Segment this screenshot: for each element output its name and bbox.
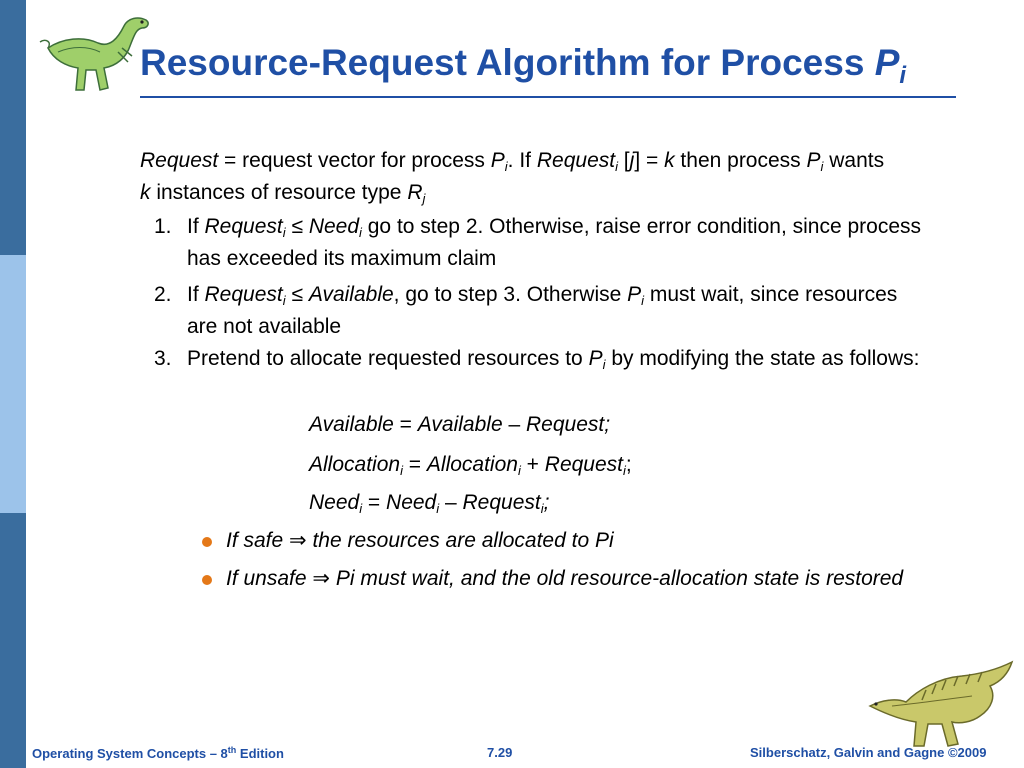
implies-icon: ⇒ — [289, 529, 307, 552]
eq-op: – — [502, 413, 526, 436]
intro-text: wants — [823, 149, 885, 172]
equation-need — [309, 490, 549, 522]
intro-sub: j — [422, 191, 426, 206]
bullet-text — [226, 566, 926, 592]
intro-text: ] = — [634, 149, 665, 172]
step-number: 2. — [154, 283, 172, 306]
intro-var: k — [664, 149, 675, 172]
slide-title — [140, 44, 906, 88]
step-term: Request — [204, 215, 283, 238]
footer-page-number: 7.29 — [487, 745, 513, 760]
intro-text: then process — [674, 149, 807, 172]
step-var: P — [627, 283, 642, 306]
step-fragment: , go to step 3. Otherwise — [393, 283, 628, 306]
equation-available — [309, 412, 610, 438]
intro-var: R — [407, 181, 423, 204]
step-number: 3. — [154, 347, 172, 370]
step-var: P — [588, 347, 603, 370]
eq-op: = — [393, 413, 418, 436]
eq-op: = — [402, 453, 427, 476]
eq-sub: i — [400, 463, 403, 478]
intro-sub: i — [504, 159, 508, 174]
bullet-dot-icon — [202, 537, 212, 547]
eq-end: ; — [625, 453, 632, 476]
step-sub: i — [359, 225, 362, 240]
intro-sub: i — [820, 159, 824, 174]
footer-right: Silberschatz, Galvin and Gagne ©2009 — [750, 745, 987, 760]
eq-op: + — [520, 453, 545, 476]
step-text — [187, 214, 927, 272]
intro-text: instances of resource type — [150, 181, 408, 204]
footer-sup: th — [227, 745, 237, 755]
bullet-fragment: the resources are allocated to Pi — [306, 529, 614, 552]
step-fragment: If — [187, 215, 205, 238]
eq-op: – — [439, 491, 463, 514]
eq-sub: i — [623, 463, 626, 478]
intro-term: Request — [140, 149, 219, 172]
intro-var: j — [629, 149, 635, 172]
eq-end: ; — [543, 491, 550, 514]
bar-segment-dark — [0, 513, 26, 768]
step-fragment: must wait, since resources are not available — [187, 283, 898, 338]
intro-text: [ — [617, 149, 630, 172]
step-sub: i — [282, 293, 286, 308]
footer-book: Operating System Concepts – 8 — [32, 746, 228, 761]
eq-rhs: Need — [386, 491, 437, 514]
le-symbol: ≤ — [285, 215, 309, 238]
eq-sub: i — [359, 501, 363, 516]
bullet-dot-icon — [202, 575, 212, 585]
step-sub: i — [641, 293, 645, 308]
footer-left — [32, 745, 284, 761]
eq-rhs: Request — [544, 453, 623, 476]
title-text: Resource-Request Algorithm for Process — [140, 42, 875, 83]
bullet-text — [226, 528, 926, 554]
eq-lhs: Allocation — [309, 453, 401, 476]
step-fragment: Pretend to allocate requested resources to — [187, 347, 589, 370]
step-term: Available — [308, 283, 394, 306]
step-text — [187, 282, 927, 340]
bar-segment-dark — [0, 0, 26, 255]
eq-rhs: Allocation — [426, 453, 518, 476]
eq-rhs: Available — [417, 413, 503, 436]
title-underline — [140, 96, 956, 98]
intro-var: P — [806, 149, 821, 172]
equation-allocation — [309, 452, 632, 484]
step-term: Request — [204, 283, 283, 306]
eq-lhs: Need — [309, 491, 360, 514]
intro-var: P — [490, 149, 505, 172]
intro-sub: i — [615, 159, 618, 174]
step-fragment: by modifying the state as follows: — [605, 347, 920, 370]
step-sub: i — [282, 225, 286, 240]
eq-lhs: Available — [309, 413, 394, 436]
eq-sub: i — [540, 501, 544, 516]
step-number: 1. — [154, 215, 172, 238]
step-fragment: If — [187, 283, 205, 306]
intro-var: k — [140, 181, 151, 204]
bar-segment-light — [0, 255, 26, 513]
bullet-fragment: If unsafe — [226, 567, 313, 590]
eq-sub: i — [436, 501, 440, 516]
eq-op: = — [362, 491, 387, 514]
le-symbol: ≤ — [285, 283, 309, 306]
title-variable: P — [874, 42, 900, 83]
eq-sub: i — [517, 463, 521, 478]
intro-term: Request — [536, 149, 616, 172]
step-fragment: go to step 2. Otherwise, raise error condition, since process has exceeded its maximum claim — [187, 215, 922, 270]
step-text — [187, 346, 927, 378]
dinosaur-icon — [862, 660, 1022, 752]
intro-paragraph — [140, 148, 900, 212]
eq-rhs: Request — [462, 491, 541, 514]
intro-text: . If — [507, 149, 537, 172]
step-sub: i — [602, 357, 606, 372]
bullet-fragment: If safe — [226, 529, 290, 552]
left-accent-bar — [0, 0, 26, 768]
footer-edition: Edition — [236, 746, 284, 761]
bullet-fragment: Pi must wait, and the old resource-allocation state is restored — [330, 567, 904, 590]
implies-icon: ⇒ — [312, 567, 330, 590]
intro-text: = request vector for process — [218, 149, 491, 172]
eq-rhs: Request; — [525, 413, 611, 436]
step-term: Need — [308, 215, 360, 238]
title-subscript: i — [899, 62, 907, 89]
